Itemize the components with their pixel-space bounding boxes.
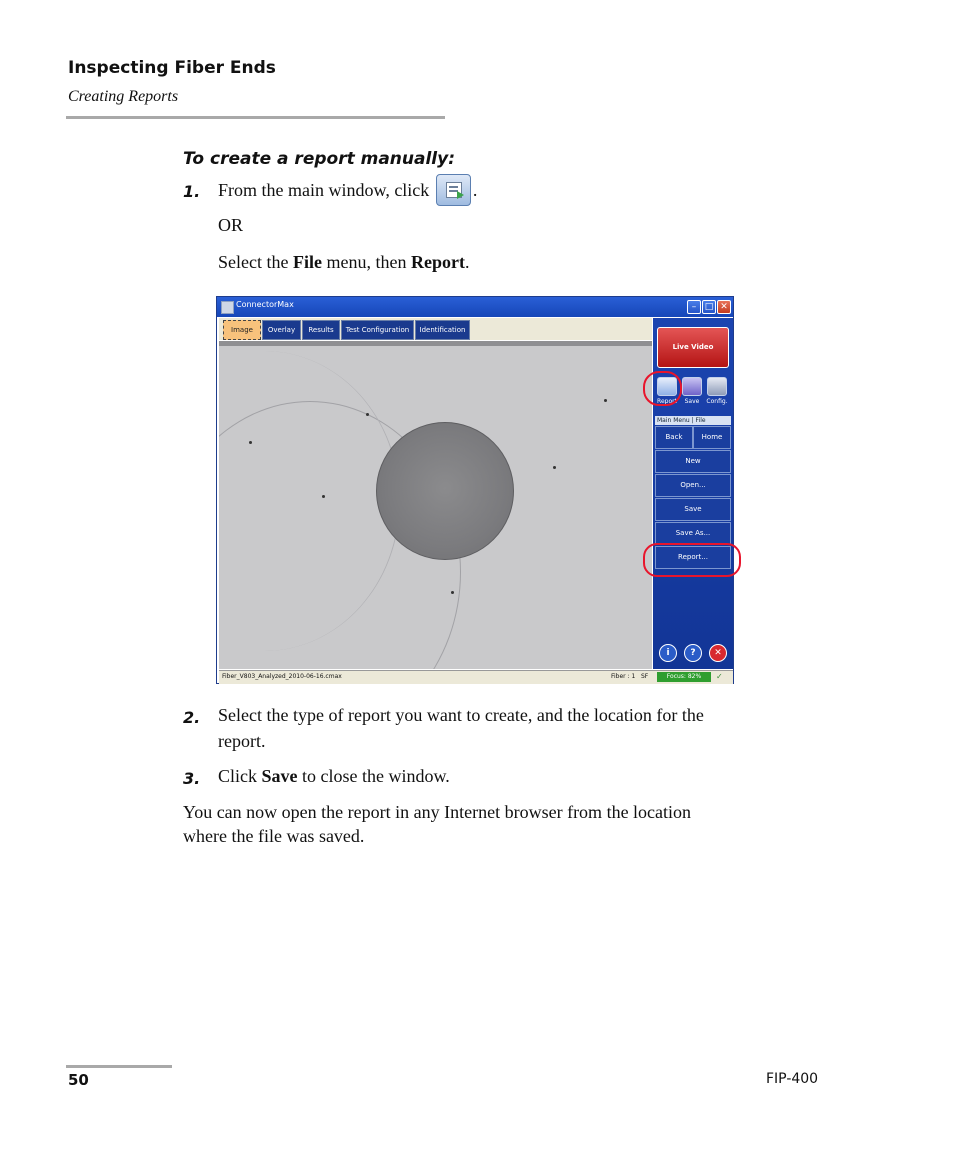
save-button-label: Save (684, 398, 700, 405)
minimize-icon[interactable]: – (687, 300, 701, 314)
fiber-image-view (219, 341, 652, 669)
maximize-icon[interactable]: □ (702, 300, 716, 314)
closing-line-1: You can now open the report in any Internet browser from the location (183, 802, 692, 822)
menu-home-button[interactable]: Home (693, 426, 731, 449)
step-3-number: 3. (183, 769, 201, 788)
chapter-title: Inspecting Fiber Ends (68, 58, 276, 78)
menu-save-button[interactable]: Save (655, 498, 731, 521)
tab-overlay[interactable]: Overlay (262, 320, 301, 340)
close-icon[interactable]: ✕ (717, 300, 731, 314)
menu-open-button[interactable]: Open... (655, 474, 731, 497)
step-1-text (218, 176, 477, 208)
closing-line-2: where the file was saved. (183, 826, 365, 846)
report-button-highlight (643, 371, 682, 406)
contaminant-speck (451, 591, 454, 594)
window-titlebar (217, 297, 733, 317)
help-icon[interactable]: ? (684, 644, 702, 662)
fiber-core (376, 422, 514, 560)
step-1-text-after: . (472, 180, 478, 201)
status-fiber: Fiber : 1 (611, 673, 636, 680)
step-1-select-prefix: Select the (218, 252, 289, 272)
connectormax-screenshot (216, 296, 734, 684)
step-1-number: 1. (183, 182, 201, 201)
step-3-click: Click (218, 766, 257, 786)
step-2-line-1: Select the type of report you want to create, and the location for the (218, 705, 704, 725)
contaminant-speck (366, 413, 369, 416)
header-divider (66, 116, 445, 119)
contaminant-speck (553, 466, 556, 469)
product-name: FIP-400 (766, 1071, 819, 1087)
config-button-icon[interactable] (707, 377, 727, 396)
exit-icon[interactable]: ✕ (709, 644, 727, 662)
tab-identification[interactable]: Identification (415, 320, 470, 340)
app-icon (221, 301, 234, 314)
status-sf: SF (641, 673, 649, 680)
section-title: Creating Reports (68, 88, 179, 105)
tab-image[interactable]: Image (223, 320, 261, 340)
menu-new-button[interactable]: New (655, 450, 731, 473)
save-button-icon[interactable] (682, 377, 702, 396)
menu-save-as-button[interactable]: Save As... (655, 522, 731, 545)
report-icon (436, 174, 471, 206)
step-1-alt (218, 249, 469, 275)
step-2-number: 2. (183, 708, 201, 727)
file-menu-ref: File (292, 252, 322, 272)
step-1-menu-then: menu, then (326, 252, 407, 272)
menu-breadcrumb: Main Menu | File (655, 416, 731, 425)
page-number: 50 (68, 1071, 89, 1089)
tab-test-configuration[interactable]: Test Configuration (341, 320, 414, 340)
live-video-button[interactable]: Live Video (657, 327, 729, 368)
step-1-end: . (464, 252, 470, 272)
menu-back-button[interactable]: Back (655, 426, 693, 449)
procedure-title: To create a report manually: (183, 149, 456, 169)
tab-bar (219, 318, 652, 340)
signal-icon: ✓ (716, 672, 723, 681)
config-button-label: Config. (706, 398, 728, 405)
menu-report-button[interactable]: Report... (655, 546, 731, 569)
contaminant-speck (249, 441, 252, 444)
report-button-label: Report (657, 398, 677, 405)
step-3-rest: to close the window. (302, 766, 450, 786)
info-icon[interactable]: i (659, 644, 677, 662)
footer-divider (66, 1065, 172, 1068)
status-focus: Focus: 82% (657, 672, 711, 682)
step-1-or: OR (218, 215, 244, 235)
contaminant-speck (604, 399, 607, 402)
window-title: ConnectorMax (236, 300, 294, 309)
save-ref: Save (261, 766, 298, 786)
step-1-text-before: From the main window, click (218, 180, 430, 201)
report-menu-highlight (643, 543, 741, 577)
contaminant-speck (322, 495, 325, 498)
report-menu-ref: Report (410, 252, 465, 272)
tab-results[interactable]: Results (302, 320, 340, 340)
status-filename: Fiber_V803_Analyzed_2010-06-16.cmax (222, 673, 342, 680)
step-2-line-2: report. (218, 731, 266, 751)
step-3-text (218, 763, 450, 789)
status-bar (219, 670, 733, 684)
